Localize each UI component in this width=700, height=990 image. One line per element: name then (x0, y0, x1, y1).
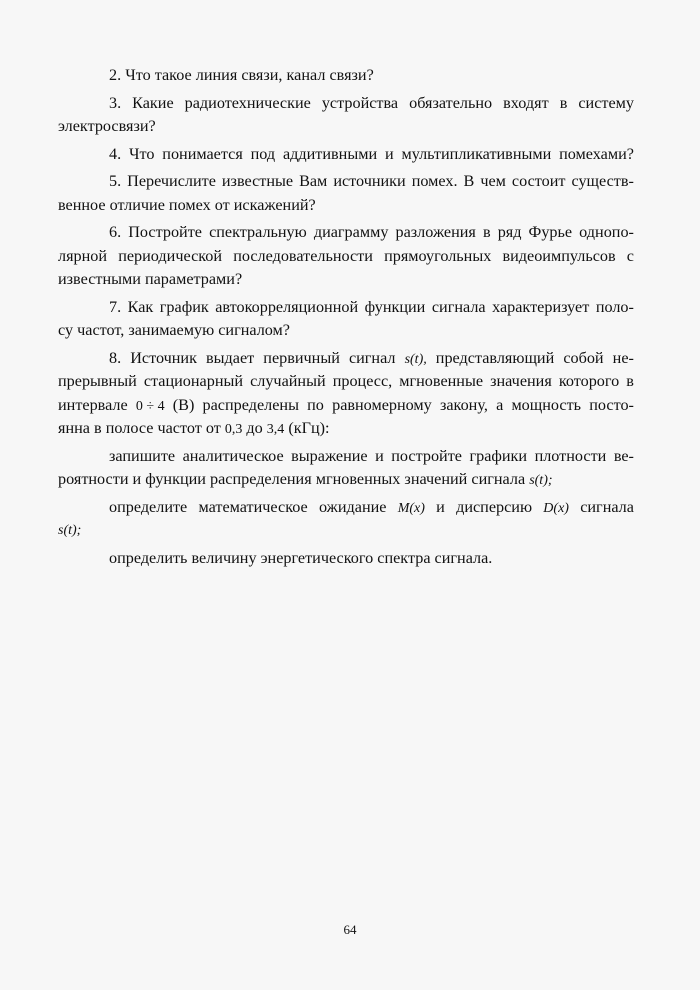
math-signal: s(t), (404, 351, 427, 367)
word: и (384, 144, 394, 163)
word: обязательно (409, 93, 493, 112)
word: помех. (411, 172, 458, 190)
question-6 (58, 221, 634, 292)
word: под (250, 144, 276, 163)
word: дисперсию (456, 497, 533, 516)
question-4 (58, 143, 634, 167)
word: представляющий (435, 348, 555, 367)
word: распределения (210, 470, 312, 488)
word: сигнала (580, 497, 634, 516)
word: (кГц): (288, 419, 330, 437)
question-8 (58, 347, 634, 441)
word: первичный (263, 348, 340, 367)
word: мультипликативными (401, 144, 552, 163)
word: диаграмму (313, 223, 389, 241)
word: последовательности (233, 246, 373, 265)
word: в (94, 419, 102, 437)
word: прерывный (58, 372, 137, 390)
word: равномерному (332, 395, 432, 414)
word: и (436, 497, 445, 516)
text-line (58, 143, 634, 167)
word: от (214, 195, 230, 214)
word: помехами? (559, 144, 634, 163)
text-line (58, 319, 634, 343)
word: периодической (118, 246, 223, 265)
word: состоит (511, 172, 566, 190)
word: от (205, 419, 221, 437)
word: сигнала (471, 470, 526, 488)
word: сигнал (348, 348, 396, 367)
word: 8. (109, 348, 122, 367)
word: су (58, 321, 74, 339)
question-7 (58, 296, 634, 343)
math-signal: s(t); (58, 523, 82, 538)
word: сигнала (431, 297, 486, 316)
word: до (246, 419, 263, 437)
word: радиотехнические (184, 93, 311, 112)
word: 5. (109, 172, 122, 190)
math-interval: 0 ÷ 4 (135, 398, 165, 414)
word: в (559, 93, 568, 112)
text-line (58, 194, 634, 218)
task-a (58, 445, 634, 492)
word: аналитическое (182, 446, 284, 465)
task-c (58, 547, 634, 571)
word: сигналом? (218, 321, 290, 339)
word: разложения (395, 223, 476, 241)
document-body (58, 64, 634, 570)
word: параметрами? (144, 270, 243, 288)
text-line (58, 170, 634, 194)
word: 4. (109, 144, 122, 163)
task-b (58, 496, 634, 543)
word: входят (503, 93, 549, 112)
word: собой (563, 348, 604, 367)
word: однопо- (579, 223, 634, 241)
math-variance: D(x) (543, 500, 569, 516)
word: выдает (206, 348, 255, 367)
question-2 (58, 64, 634, 88)
page-number: 64 (343, 922, 357, 937)
word: интервале (58, 395, 128, 414)
word: математическое (198, 497, 308, 516)
word: (В) (172, 395, 195, 414)
word: канал (286, 66, 326, 84)
word: связи? (329, 66, 374, 84)
word: В (463, 172, 475, 190)
question-5 (58, 170, 634, 217)
word: значения (490, 372, 552, 390)
word: занимаемую (128, 321, 215, 339)
word: график (159, 297, 209, 316)
word: отличие (109, 195, 165, 214)
word: сигнала. (434, 548, 493, 567)
word: источники (333, 172, 406, 190)
word: автокорреляционной (215, 297, 359, 316)
word: полосе (105, 419, 154, 437)
word: мгновенные (399, 372, 484, 390)
word: посто- (589, 395, 634, 414)
word: ожидание (318, 497, 387, 516)
word: Что (125, 66, 151, 84)
word: значений (404, 470, 468, 488)
word: устройства (321, 93, 399, 112)
word: стационарный (143, 372, 244, 390)
text-line (58, 115, 634, 139)
word: такое (154, 66, 192, 84)
word: функции (364, 297, 426, 316)
text-line (58, 221, 634, 245)
word: известными (58, 270, 141, 288)
word: частот (157, 419, 202, 437)
word: 7. (109, 297, 122, 316)
word: 2. (109, 66, 122, 84)
word: по (307, 395, 324, 414)
text-line (58, 445, 634, 469)
text-line (58, 92, 634, 116)
question-3 (58, 92, 634, 139)
math-expectation: M(x) (397, 500, 425, 516)
word: в (626, 372, 634, 390)
word: плотности (534, 446, 607, 465)
word: с (626, 246, 634, 265)
text-line (58, 496, 634, 520)
word: Источник (130, 348, 197, 367)
word: функции (145, 470, 206, 488)
word: Как (127, 297, 154, 316)
word: аддитивными (282, 144, 378, 163)
word: определить (109, 548, 188, 567)
word: Что (128, 144, 155, 163)
word: венное (58, 195, 106, 214)
word: помех (168, 195, 211, 214)
word: существ- (571, 172, 634, 190)
word: 6. (109, 223, 122, 241)
word: графики (469, 446, 528, 465)
word: прямоугольных (384, 246, 492, 265)
word: Постройте (128, 223, 202, 241)
word: не- (612, 348, 634, 367)
word: спектра (377, 548, 431, 567)
word: процесс, (332, 372, 393, 390)
word: связи, (241, 66, 283, 84)
text-line (58, 547, 634, 571)
word: случайный (250, 372, 326, 390)
word: выражение (291, 446, 368, 465)
text-line (58, 296, 634, 320)
word: Какие (132, 93, 174, 112)
word: и (375, 446, 384, 465)
word: чем (480, 172, 506, 190)
word: Фурье (528, 223, 573, 241)
word: известные (221, 172, 294, 190)
word: а (496, 395, 504, 414)
text-line (58, 64, 634, 88)
word: ряд (497, 223, 522, 241)
word: линия (195, 66, 238, 84)
word: величину (191, 548, 257, 567)
word: и (132, 470, 142, 488)
text-line (58, 394, 634, 418)
word: лярной (58, 246, 108, 265)
text-line (58, 370, 634, 394)
text-line (58, 468, 634, 492)
word: ве- (613, 446, 634, 465)
word: янна (58, 419, 90, 437)
math-number: 3,4 (266, 422, 285, 437)
word: искажений? (233, 195, 316, 214)
word: характеризует (492, 297, 590, 316)
word: в (482, 223, 491, 241)
word: видеоимпульсов (502, 246, 616, 265)
word: закону, (439, 395, 488, 414)
text-line (58, 519, 634, 543)
word: частот, (77, 321, 125, 339)
math-number: 0,3 (224, 422, 243, 437)
word: энергетического (260, 548, 374, 567)
word: поло- (595, 297, 634, 316)
word: мгновенных (315, 470, 401, 488)
word: спектральную (209, 223, 307, 241)
word: постройте (391, 446, 462, 465)
word: понимается (162, 144, 243, 163)
word: определите (109, 497, 188, 516)
text-line (58, 347, 634, 371)
word: распределены (202, 395, 299, 414)
word: которого (558, 372, 620, 390)
word: Перечислите (127, 172, 216, 190)
math-signal: s(t); (529, 473, 553, 488)
text-line (58, 268, 634, 292)
word: электросвязи? (58, 117, 156, 135)
word: Вам (299, 172, 328, 190)
text-line (58, 245, 634, 269)
word: роятности (58, 470, 129, 488)
word: запишите (109, 446, 176, 465)
word: 3. (109, 93, 122, 112)
word: мощность (511, 395, 582, 414)
text-line (58, 417, 634, 441)
word: систему (578, 93, 634, 112)
